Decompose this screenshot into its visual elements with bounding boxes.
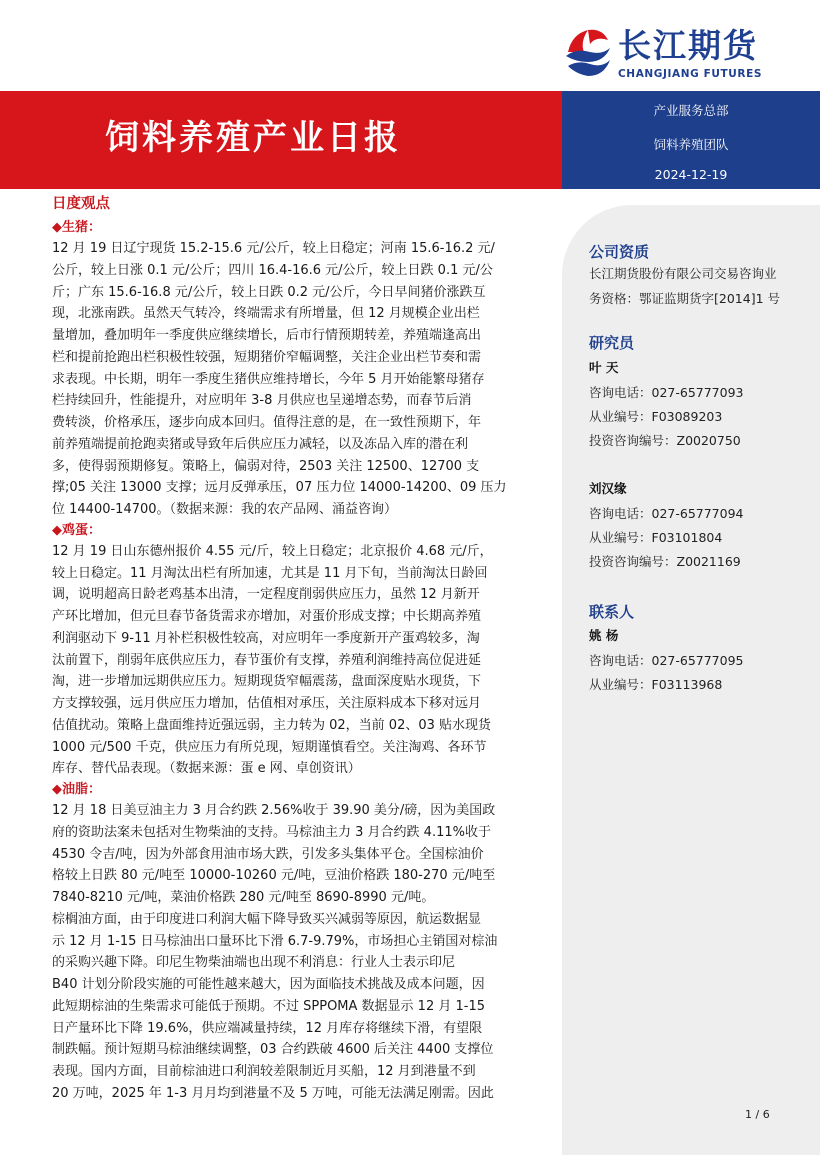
text-line: 淘，进一步增加远期供应压力。短期现货窄幅震荡，盘面深度贴水现货，下	[52, 674, 482, 690]
category-heading: ◆油脂：	[52, 782, 101, 797]
researcher-name: 刘汉缘	[589, 481, 627, 496]
report-date: 2024-12-19	[654, 167, 728, 182]
body-paragraph	[52, 800, 538, 909]
text-line: 4530 令吉/吨，因为外部食用油市场大跌，引发多头集体平仓。全国棕油价	[52, 846, 484, 862]
text-line: 此短期棕油的生柴需求可能低于预期。不过 SPPOMA 数据显示 12 月 1-15	[52, 998, 485, 1014]
text-line: 20 万吨，2025 年 1-3 月月均到港量不及 5 万吨，可能无法满足刚需。因此	[52, 1085, 494, 1101]
text-line: 方支撑较强，远月供应压力增加，估值相对承压，关注原料成本下移对远月	[52, 696, 482, 711]
researcher-advisory: 投资咨询编号：Z0020750	[589, 433, 741, 448]
text-line: 产环比增加，但元旦春节备货需求亦增加，对蛋价形成支撑；中长期高养殖	[52, 609, 482, 624]
body-paragraph	[52, 541, 538, 780]
researcher-license: 从业编号：F03089203	[589, 409, 723, 424]
contact-license: 从业编号：F03113968	[589, 677, 723, 692]
report-body	[52, 218, 538, 1105]
company-logo	[562, 22, 792, 84]
text-line: 较上日稳定。11 月淘汰出栏有所加速，尤其是 11 月下旬，当前淘汰日龄回	[52, 565, 488, 581]
text-line: 12 月 19 日山东德州报价 4.55 元/斤，较上日稳定；北京报价 4.68 元/斤，	[52, 543, 493, 559]
contact-name: 姚 杨	[589, 628, 619, 643]
contact-phone: 咨询电话：027-65777095	[589, 653, 744, 668]
text-line: 的采购兴趣下降。印尼生物柴油端也出现不利消息：行业人士表示印尼	[52, 955, 456, 971]
text-line: 现，北涨南跌。虽然天气转冷，终端需求有所增量，但 12 月规模企业出栏	[52, 306, 480, 322]
company-line: 务资格：鄂证监期货字[2014]1 号	[589, 291, 780, 306]
researcher-advisory: 投资咨询编号：Z0021169	[589, 554, 741, 569]
text-line: 12 月 19 日辽宁现货 15.2-15.6 元/公斤，较上日稳定；河南 15.6-16.2 元/	[52, 241, 495, 256]
company-heading: 公司资质	[589, 243, 650, 261]
text-line: 12 月 18 日美豆油主力 3 月合约跌 2.56%收于 39.90 美分/磅，因为美国政	[52, 803, 496, 818]
text-line: 格较上日跌 80 元/吨至 10000-10260 元/吨，豆油价格跌 180-270 元/吨至	[52, 868, 496, 884]
researcher-license: 从业编号：F03101804	[589, 530, 723, 545]
text-line: 栏和提前抢跑出栏积极性较强，短期猪价窄幅调整，关注企业出栏节奏和需	[52, 349, 482, 365]
report-title: 饲料养殖产业日报	[105, 118, 401, 158]
text-line: 斤；广东 15.6-16.8 元/公斤，较上日跌 0.2 元/公斤，今日早间猪价涨跌互	[52, 284, 486, 300]
text-line: 示 12 月 1-15 日马棕油出口量环比下滑 6.7-9.79%，市场担心主销国对棕油	[52, 933, 498, 949]
text-line: 前养殖端提前抢跑卖猪或导致年后供应压力减轻，以及冻品入库的潜在利	[52, 436, 469, 452]
text-line: 栏持续回升，性能提升，对应明年 3-8 月供应也呈递增态势，而春节后消	[52, 393, 472, 409]
text-line: 表现。国内方面，目前棕油进口利润较差限制近月买船，12 月到港量不到	[52, 1064, 476, 1079]
text-line: 多，使得弱预期修复。策略上，偏弱对待，2503 关注 12500、12700 支	[52, 458, 480, 474]
daily-view-heading: 日度观点	[52, 196, 110, 212]
text-line: 利润驱动下 9-11 月补栏积极性较高，对应明年一季度新开产蛋鸡较多，淘	[52, 630, 480, 646]
text-line: 汰前置下，削弱年底供应压力，春节蛋价有支撑，养殖利润维持高位促进延	[52, 652, 482, 668]
researcher-phone: 咨询电话：027-65777093	[589, 385, 744, 400]
text-line: B40 计划分阶段实施的可能性越来越大，因为面临技术挑战及成本问题，因	[52, 977, 485, 992]
category-heading: ◆鸡蛋：	[52, 522, 101, 538]
text-line: 公斤，较上日涨 0.1 元/公斤；四川 16.4-16.6 元/公斤，较上日跌 0.1 元/公	[52, 262, 493, 278]
text-line: 位 14400-14700。（数据来源：我的农产品网、涌益咨询）	[52, 502, 398, 517]
body-paragraph	[52, 238, 538, 521]
text-line: 撑;05 关注 13000 支撑；远月反弹承压，07 压力位 14000-14200、09 压力	[52, 480, 507, 496]
text-line: 调，说明超高日龄老鸡基本出清，一定程度削弱供应压力，虽然 12 月新开	[52, 587, 480, 603]
page-number: 1 / 6	[745, 1108, 770, 1121]
text-line: 府的资助法案未包括对生物柴油的支持。马棕油主力 3 月合约跌 4.11%收于	[52, 824, 491, 840]
researcher-phone: 咨询电话：027-65777094	[589, 506, 744, 521]
logo-english-name: CHANGJIANG FUTURES	[618, 68, 763, 80]
department-label: 产业服务总部	[653, 103, 729, 118]
team-label: 饲料养殖团队	[653, 137, 729, 152]
text-line: 1000 元/500 千克，供应压力有所兑现，短期谨慎看空。关注淘鸡、各环节	[52, 739, 487, 755]
text-line: 求表现。中长期，明年一季度生猪供应维持增长，今年 5 月开始能繁母猪存	[52, 371, 485, 387]
body-paragraph	[52, 909, 538, 1105]
researcher-heading: 研究员	[589, 334, 635, 352]
text-line: 棕榈油方面，由于印度进口利润大幅下降导致买兴减弱等原因，航运数据显	[52, 911, 482, 927]
logo-chinese-name: 长江期货	[618, 26, 758, 65]
text-line: 制跌幅。预计短期马棕油继续调整，03 合约跌破 4600 后关注 4400 支撑位	[52, 1042, 494, 1058]
text-line: 估值扰动。策略上盘面维持近强远弱，主力转为 02，当前 02、03 贴水现货	[52, 717, 492, 733]
category-heading: ◆生猪：	[52, 220, 101, 235]
logo-emblem-icon	[562, 22, 612, 82]
info-banner	[562, 91, 820, 189]
text-line: 量增加，叠加明年一季度供应继续增长，后市行情预期转差，养殖端逢高出	[52, 328, 482, 343]
text-line: 库存、替代品表现。（数据来源：蛋 e 网、卓创资讯）	[52, 761, 361, 777]
researcher-name: 叶 天	[589, 360, 619, 375]
text-line: 费转淡，价格承压，逐步向成本回归。值得注意的是，在一致性预期下，年	[52, 415, 482, 430]
text-line: 日产量环比下降 19.6%，供应端减量持续，12 月库存将继续下滑，有望限	[52, 1020, 483, 1036]
text-line: 7840-8210 元/吨，菜油价格跌 280 元/吨至 8690-8990 元/吨。	[52, 890, 435, 905]
contact-heading: 联系人	[589, 603, 635, 621]
company-line: 长江期货股份有限公司交易咨询业	[589, 266, 777, 281]
sidebar-panel	[562, 205, 820, 1155]
